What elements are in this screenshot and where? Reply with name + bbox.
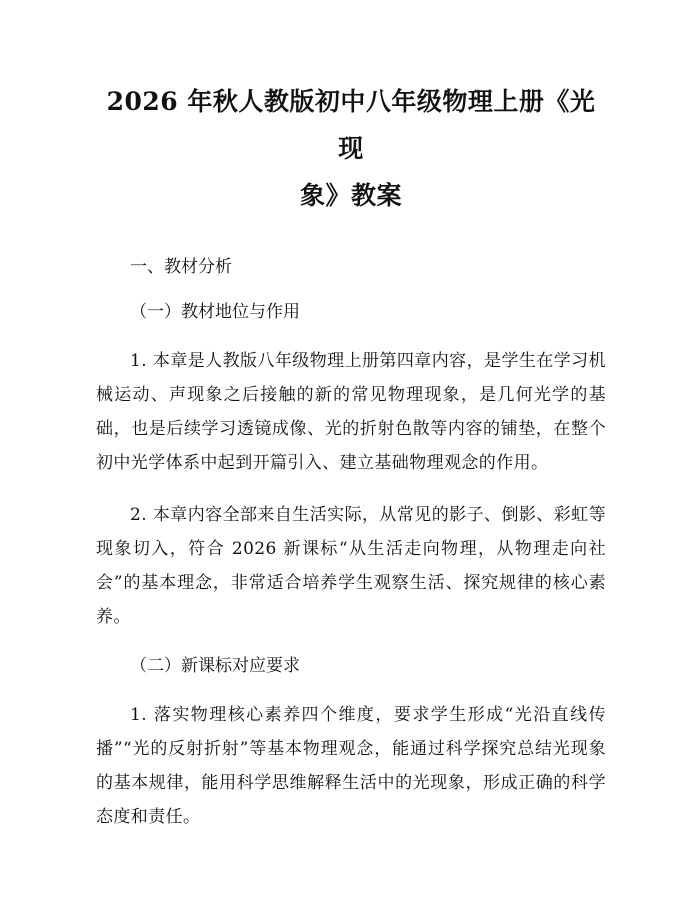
title-line-1: 2026 年秋人教版初中八年级物理上册《光现	[106, 87, 596, 163]
title-line-2: 象》教案	[299, 181, 402, 210]
subsection-heading-curriculum-requirements: （二）新课标对应要求	[130, 656, 300, 676]
paragraph-2: 2. 本章内容全部来自生活实际，从常见的影子、倒影、彩虹等现象切入，符合 2026 新课标“从生活走向物理，从物理走向社会”的基本理念，非常适合培养学生观察生活、探究规律的核心素养。	[96, 505, 606, 627]
section-heading-teaching-material-analysis: 一、教材分析	[130, 257, 232, 277]
paragraph-3: 1. 落实物理核心素养四个维度，要求学生形成“光沿直线传播”“光的反射折射”等基本物理观念，能通过科学探究总结光现象的基本规律，能用科学思维解释生活中的光现象，形成正确的科学态度和责任。	[96, 705, 606, 827]
subsection-heading-position-and-role: （一）教材地位与作用	[130, 302, 300, 322]
document-title	[96, 78, 606, 219]
paragraph-1: 1. 本章是人教版八年级物理上册第四章内容，是学生在学习机械运动、声现象之后接触的新的常见物理现象，是几何光学的基础，也是后续学习透镜成像、光的折射色散等内容的铺垫，在整个初中光学体系中起到开篇引入、建立基础物理观念的作用。	[96, 351, 606, 473]
